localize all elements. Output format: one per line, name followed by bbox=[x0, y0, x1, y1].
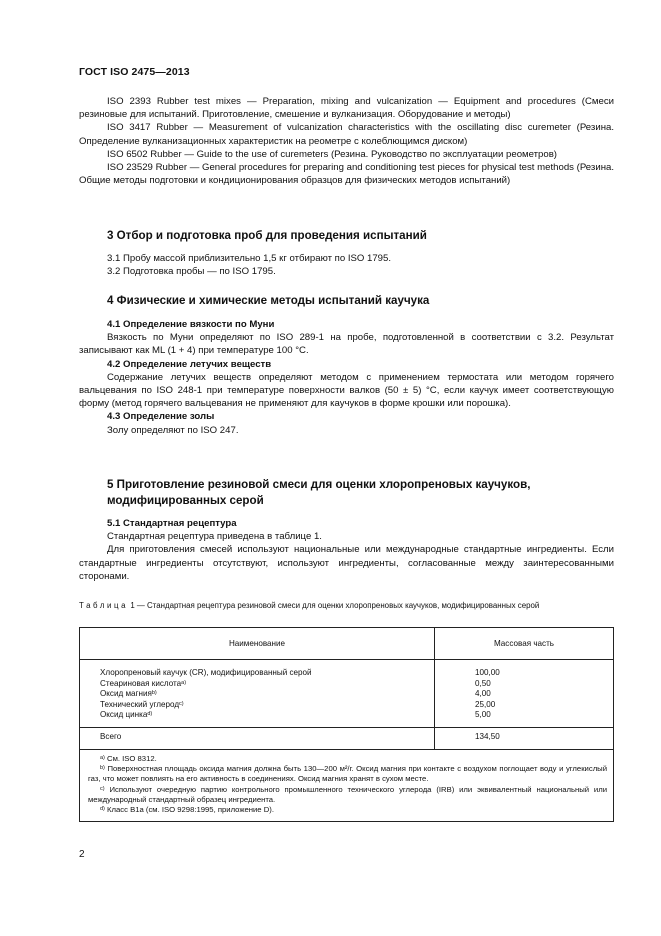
ingredient-name: Оксид магния$^{b)}$ bbox=[100, 689, 157, 699]
ingredient-value: 25,00 bbox=[475, 699, 496, 709]
clause-5-1-ingredients: Для приготовления смесей используют национальные или международные стандартные ингредиенты. Если стандартные ингредиенты отсутствуют, используют ингредиенты, согласованные между заинтересованными сторонами. bbox=[79, 544, 614, 582]
ingredient-value: 0,50 bbox=[475, 678, 491, 688]
table-total-row bbox=[80, 727, 614, 749]
reference-iso-2393: ISO 2393 Rubber test mixes — Preparation, mixing and vulcanization — Equipment and procedures (Смеси резиновые для испытаний. Приготовление, смешение и вулканизация. Оборудование и методы) bbox=[79, 96, 614, 121]
section-4-title: 4 Физические и химические методы испытаний каучука bbox=[107, 294, 430, 307]
ingredient-name: Технический углерод$^{с)}$ bbox=[100, 699, 184, 709]
page-number: 2 bbox=[79, 849, 85, 860]
clause-4-2-title: 4.2 Определение летучих веществ bbox=[107, 358, 272, 370]
footnote-c: $^{с)}$ Используют очередную партию контрольного промышленного технического углерода (IRB) или эквивалентный национальный или международный стандартный образец ингредиента. bbox=[88, 784, 607, 804]
section-5-body bbox=[79, 517, 614, 583]
recipe-table bbox=[79, 627, 614, 822]
clause-4-3-text: Золу определяют по ISO 247. bbox=[107, 424, 239, 436]
normative-references bbox=[79, 95, 614, 187]
footnote-d: $^{d)}$ Класс В1а (см. ISO 9298:1995, приложение D). bbox=[100, 804, 274, 814]
section-3-title: 3 Отбор и подготовка проб для проведения испытаний bbox=[107, 229, 427, 242]
table-1-caption bbox=[79, 601, 619, 612]
column-header-mass: Массовая часть bbox=[435, 628, 614, 660]
reference-iso-3417: ISO 3417 Rubber — Measurement of vulcanization characteristics with the oscillating disc curemeter (Резина. Определение вулканизационных характеристик на реометре с колеблющимся диском) bbox=[79, 122, 614, 147]
clause-3-1: 3.1 Пробу массой приблизительно 1,5 кг отбирают по ISO 1795. bbox=[107, 253, 392, 264]
ingredient-name: Хлоропреновый каучук (CR), модифицированный серой bbox=[100, 668, 312, 677]
clause-4-1-text: Вязкость по Муни определяют по ISO 289-1 на пробе, подготовленной в соответствии с 3.2. Результат записывают как ML (1 + 4) при температуре 100 °С. bbox=[79, 332, 614, 357]
total-value: 134,50 bbox=[435, 727, 614, 749]
ingredient-name: Оксид цинка$^{d)}$ bbox=[100, 710, 153, 720]
section-5-title: 5 Приготовление резиновой смеси для оценки хлоропреновых каучуков, модифицированных серой bbox=[107, 478, 531, 507]
footnote-a: $^{а)}$ См. ISO 8312. bbox=[100, 753, 157, 763]
table-caption-text: 1 — Стандартная рецептура резиновой смеси для оценки хлоропреновых каучуков, модифицированных серой bbox=[130, 601, 540, 610]
section-3-body bbox=[79, 252, 614, 278]
ingredient-values-cell bbox=[435, 660, 614, 728]
ingredient-value: 4,00 bbox=[475, 689, 491, 699]
table-caption-label: Таблица bbox=[79, 601, 129, 610]
table-ingredients-row bbox=[80, 660, 614, 728]
ingredient-value: 5,00 bbox=[475, 710, 491, 720]
table-header-row bbox=[80, 628, 614, 660]
clause-4-3-title: 4.3 Определение золы bbox=[107, 411, 215, 423]
reference-iso-6502: ISO 6502 Rubber — Guide to the use of curemeters (Резина. Руководство по эксплуатации реометров) bbox=[107, 148, 557, 160]
section-4-body bbox=[79, 318, 614, 437]
page-header: ГОСТ ISO 2475—2013 bbox=[79, 66, 190, 78]
column-header-name: Наименование bbox=[80, 628, 435, 660]
ingredient-name: Стеариновая кислота$^{а)}$ bbox=[100, 678, 187, 688]
reference-iso-23529: ISO 23529 Rubber — General procedures for preparing and conditioning test pieces for physical test methods (Резина. Общие методы подготовки и кондиционирования образцов для физических методов испытаний) bbox=[79, 162, 614, 187]
clause-4-2-text: Содержание летучих веществ определяют методом с применением термостата или методом горячего вальцевания по ISO 248-1 при температуре поверхности валков (50 ± 5) °С, если каучук имеет соответствующую форму (метод горячего вальцевания не применяют для каучуков в форме крошки или порошка). bbox=[79, 371, 614, 410]
table-notes-row bbox=[80, 749, 614, 821]
ingredient-value: 100,00 bbox=[475, 668, 500, 677]
clause-4-1-title: 4.1 Определение вязкости по Муни bbox=[107, 319, 275, 330]
table-footnotes bbox=[80, 749, 614, 821]
total-label: Всего bbox=[80, 727, 435, 749]
footnote-b: $^{b)}$ Поверхностная площадь оксида магния должна быть 130—200 м²/г. Оксид магния при контакте с воздухом поглощает воду и углекислый газ, что может повлиять на его активность в соединениях. Оксид магния хранят в сухом месте. bbox=[88, 764, 607, 784]
clause-3-2: 3.2 Подготовка пробы — по ISO 1795. bbox=[107, 266, 276, 278]
clause-5-1-text: Стандартная рецептура приведена в таблице 1. bbox=[107, 531, 322, 543]
ingredient-names-cell bbox=[80, 660, 435, 728]
clause-5-1-title: 5.1 Стандартная рецептура bbox=[107, 518, 237, 529]
